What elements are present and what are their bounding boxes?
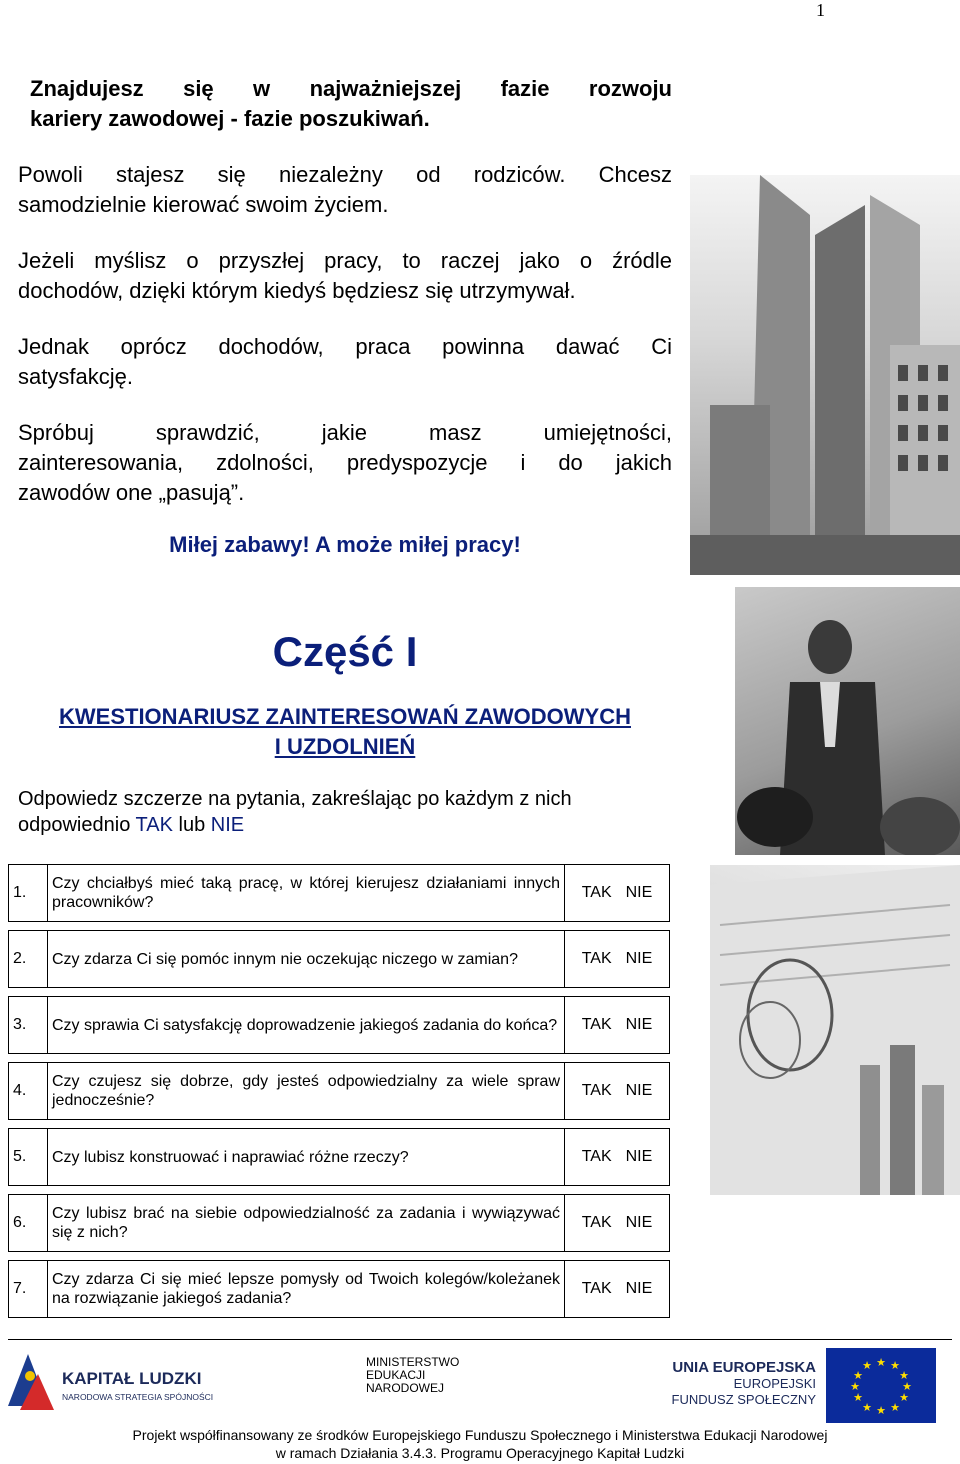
city-buildings-illustration xyxy=(690,175,960,575)
answer-yes[interactable]: TAK xyxy=(581,884,612,901)
photo-collage xyxy=(690,175,960,1195)
svg-text:★: ★ xyxy=(862,1401,872,1414)
eu-label xyxy=(668,1360,816,1408)
answer-options xyxy=(565,1261,670,1318)
answer-options xyxy=(565,931,670,988)
page-number: 1 xyxy=(816,0,825,20)
intro-paragraph xyxy=(18,160,672,220)
svg-text:★: ★ xyxy=(899,1391,909,1404)
instruction-yes: TAK xyxy=(135,814,173,836)
paragraph-line: Jeżeli myślisz o przyszłej pracy, to raczej jako o źródle xyxy=(18,248,672,273)
question-number: 3. xyxy=(9,997,48,1054)
svg-text:★: ★ xyxy=(853,1391,863,1404)
paragraph-line: Spróbuj sprawdzić, jakie masz umiejętności, xyxy=(18,420,672,445)
intro-heading-line: Znajdujesz się w najważniejszej fazie rozwoju xyxy=(30,76,672,101)
paragraph-line: zainteresowania, zdolności, predyspozycje i do jakich xyxy=(18,450,672,475)
greeting: Miłej zabawy! A może miłej pracy! xyxy=(169,532,521,557)
answer-options xyxy=(565,1129,670,1186)
row-spacer xyxy=(9,1120,670,1129)
part-title: Część I xyxy=(272,628,418,675)
instruction xyxy=(18,786,672,838)
svg-text:★: ★ xyxy=(862,1359,872,1372)
question-number: 4. xyxy=(9,1063,48,1120)
footer-note xyxy=(0,1426,960,1462)
question-row xyxy=(9,997,670,1054)
question-number: 6. xyxy=(9,1195,48,1252)
eu-line: EUROPEJSKI xyxy=(733,1376,816,1391)
question-row xyxy=(9,931,670,988)
questions-table xyxy=(8,864,670,1318)
paragraph-line: satysfakcję. xyxy=(18,364,133,389)
svg-text:★: ★ xyxy=(902,1380,912,1393)
lecturer-photo xyxy=(735,587,960,855)
intro-paragraph xyxy=(18,332,672,392)
eu-flag-icon xyxy=(826,1348,936,1423)
question-text: Czy sprawia Ci satysfakcję doprowadzenie jakiegoś zadania do końca? xyxy=(48,997,565,1054)
intro-heading-line: kariery zawodowej - fazie poszukiwań. xyxy=(30,106,430,131)
paragraph-line: Powoli stajesz się niezależny od rodziców. Chcesz xyxy=(18,162,672,187)
instruction-text: Odpowiedz szczerze na pytania, zakreślając po każdym z nich odpowiednio xyxy=(18,788,572,836)
answer-yes[interactable]: TAK xyxy=(581,1214,612,1231)
footer-divider xyxy=(8,1339,952,1340)
row-spacer xyxy=(9,1186,670,1195)
paragraph-line: zawodów one „pasują”. xyxy=(18,480,245,505)
row-spacer xyxy=(9,1054,670,1063)
question-text: Czy lubisz brać na siebie odpowiedzialność za zadania i wywiązywać się z nich? xyxy=(48,1195,565,1252)
ministry-line: MINISTERSTWO xyxy=(366,1355,460,1369)
footer-note-line: w ramach Działania 3.4.3. Programu Operacyjnego Kapitał Ludzki xyxy=(275,1445,685,1461)
questionnaire-title-line: KWESTIONARIUSZ ZAINTERESOWAŃ ZAWODOWYCH xyxy=(59,704,631,729)
answer-yes[interactable]: TAK xyxy=(581,1148,612,1165)
question-text: Czy lubisz konstruować i naprawiać różne rzeczy? xyxy=(48,1129,565,1186)
kapital-ludzki-logo xyxy=(8,1348,248,1420)
questionnaire-title xyxy=(18,702,672,762)
question-row xyxy=(9,1261,670,1318)
svg-text:★: ★ xyxy=(876,1404,886,1417)
intro-heading xyxy=(30,74,672,134)
paragraph-line: Jednak oprócz dochodów, praca powinna dawać Ci xyxy=(18,334,672,359)
row-spacer xyxy=(9,1252,670,1261)
answer-yes[interactable]: TAK xyxy=(581,950,612,967)
paragraph-line: samodzielnie kierować swoim życiem. xyxy=(18,192,389,217)
notebook-pen-illustration xyxy=(710,865,960,1195)
notes-photo xyxy=(710,865,960,1195)
row-spacer xyxy=(9,988,670,997)
row-spacer xyxy=(9,922,670,931)
svg-text:★: ★ xyxy=(899,1369,909,1382)
instruction-no: NIE xyxy=(210,814,245,836)
kapital-ludzki-emblem-icon xyxy=(8,1348,248,1420)
eu-title: UNIA EUROPEJSKA xyxy=(672,1359,816,1376)
svg-text:★: ★ xyxy=(850,1380,860,1393)
question-row xyxy=(9,1129,670,1186)
question-row xyxy=(9,865,670,922)
svg-text:★: ★ xyxy=(890,1401,900,1414)
answer-yes[interactable]: TAK xyxy=(581,1280,612,1297)
answer-no[interactable]: NIE xyxy=(625,1214,653,1231)
answer-options xyxy=(565,1195,670,1252)
eu-stars-icon xyxy=(826,1348,936,1423)
answer-options xyxy=(565,997,670,1054)
question-row xyxy=(9,1063,670,1120)
question-text: Czy zdarza Ci się pomóc innym nie oczekując niczego w zamian? xyxy=(48,931,565,988)
question-text: Czy zdarza Ci się mieć lepsze pomysły od Twoich kolegów/koleżanek na rozwiązanie jakiegoś zadania? xyxy=(48,1261,565,1318)
paragraph-line: dochodów, dzięki którym kiedyś będziesz się utrzymywał. xyxy=(18,278,576,303)
question-text: Czy czujesz się dobrze, gdy jesteś odpowiedzialny za wiele spraw jednocześnie? xyxy=(48,1063,565,1120)
kl-title: KAPITAŁ LUDZKI xyxy=(62,1369,202,1388)
ministry-label xyxy=(366,1356,486,1395)
question-number: 7. xyxy=(9,1261,48,1318)
ministry-line: NARODOWEJ xyxy=(366,1381,444,1395)
answer-yes[interactable]: TAK xyxy=(581,1082,612,1099)
answer-no[interactable]: NIE xyxy=(625,1280,653,1297)
question-number: 5. xyxy=(9,1129,48,1186)
svg-text:★: ★ xyxy=(890,1359,900,1372)
answer-no[interactable]: NIE xyxy=(625,884,653,901)
question-number: 2. xyxy=(9,931,48,988)
answer-options xyxy=(565,865,670,922)
question-row xyxy=(9,1195,670,1252)
instruction-or: lub xyxy=(178,814,206,836)
answer-options xyxy=(565,1063,670,1120)
footer-note-line: Projekt współfinansowany ze środków Europejskiego Funduszu Społecznego i Ministerstwa Edukacji Narodowej xyxy=(132,1427,828,1443)
kl-subtitle: NARODOWA STRATEGIA SPÓJNOŚCI xyxy=(62,1392,214,1402)
eu-line: FUNDUSZ SPOŁECZNY xyxy=(671,1392,816,1407)
lecturer-illustration xyxy=(735,587,960,855)
svg-text:★: ★ xyxy=(876,1356,886,1369)
skyscraper-photo xyxy=(690,175,960,575)
answer-no[interactable]: NIE xyxy=(625,1016,653,1033)
intro-paragraph xyxy=(18,246,672,306)
intro-paragraph xyxy=(18,418,672,508)
answer-no[interactable]: NIE xyxy=(625,950,653,967)
answer-yes[interactable]: TAK xyxy=(581,1016,612,1033)
questionnaire-title-line: I UZDOLNIEŃ xyxy=(274,734,416,759)
answer-no[interactable]: NIE xyxy=(625,1082,653,1099)
answer-no[interactable]: NIE xyxy=(625,1148,653,1165)
ministry-line: EDUKACJI xyxy=(366,1368,426,1382)
question-text: Czy chciałbyś mieć taką pracę, w której kierujesz działaniami innych pracowników? xyxy=(48,865,565,922)
question-number: 1. xyxy=(9,865,48,922)
svg-text:★: ★ xyxy=(853,1369,863,1382)
